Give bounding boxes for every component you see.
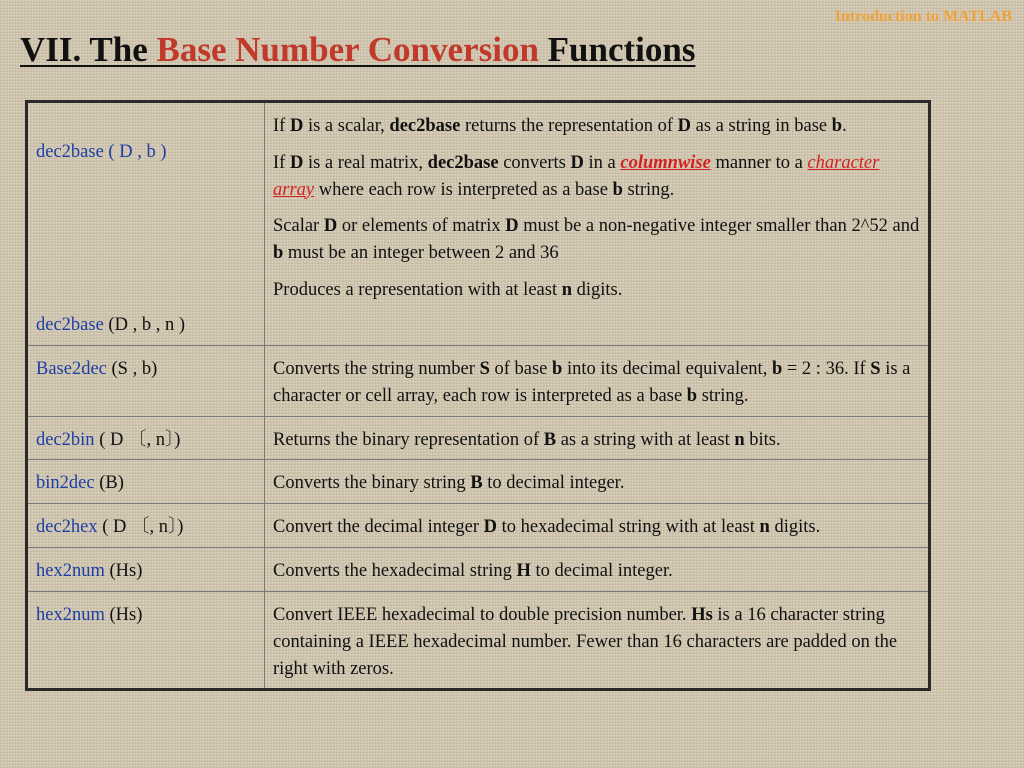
text-run: Converts the string number (273, 359, 480, 379)
text-run-bold: b (552, 359, 563, 379)
table-row (27, 102, 930, 346)
function-name: Base2dec (36, 359, 107, 379)
description-cell (265, 416, 930, 460)
table-row (27, 548, 930, 592)
slide-title (20, 30, 695, 70)
function-args: (S , b) (106, 359, 158, 379)
text-run: string. (622, 179, 675, 200)
description-paragraph (273, 277, 920, 304)
function-name: dec2bin (36, 429, 95, 450)
text-run: If (273, 116, 290, 136)
text-run: Converts the hexadecimal string (273, 561, 517, 582)
function-cell (27, 548, 265, 592)
text-run: If (273, 152, 290, 173)
text-run: Produces a representation with at least (273, 280, 562, 301)
text-run-bold: S (479, 359, 490, 379)
description-paragraph (273, 150, 920, 204)
text-run: is a character or cell array, each row is interpreted as a base (273, 359, 911, 406)
text-run-bold: D (677, 116, 691, 136)
text-run-bold: D (570, 152, 584, 173)
text-run-bold: D (483, 517, 497, 538)
text-run-bold: B (543, 429, 557, 450)
function-name: dec2base (36, 142, 104, 162)
text-run: returns the representation of (460, 116, 678, 136)
text-run-bold: b (686, 385, 698, 406)
text-run: to decimal integer. (530, 561, 673, 582)
function-args: (Hs) (104, 604, 143, 625)
text-run: or elements of matrix (337, 216, 506, 237)
text-run: as a string in base (691, 116, 832, 136)
text-run-bold: H (516, 561, 531, 582)
function-cell (27, 460, 265, 504)
text-run: is a real matrix, (303, 152, 428, 173)
function-args: (D , b , n ) (103, 315, 185, 336)
text-run: to decimal integer. (482, 473, 625, 494)
text-run: must be an integer between 2 and 36 (283, 243, 559, 264)
text-run: . (842, 116, 847, 136)
text-run: to hexadecimal string with at least (497, 517, 760, 538)
text-run: digits. (572, 280, 623, 301)
text-run-bold: D (505, 216, 519, 237)
function-cell (27, 346, 265, 417)
text-run: where each row is interpreted as a base (314, 179, 613, 200)
text-run: Converts the binary string (273, 473, 471, 494)
text-run-bold: b (273, 243, 284, 264)
text-run: must be a non-negative integer smaller than 2^52 and (518, 216, 920, 237)
function-name: hex2num (36, 561, 105, 582)
title-suffix: Functions (538, 30, 696, 69)
description-cell (265, 504, 930, 548)
table-row (27, 416, 930, 460)
text-run-bold: D (289, 116, 304, 136)
table-row (27, 346, 930, 417)
text-run: Convert IEEE hexadecimal to double precision number. (273, 604, 692, 625)
corner-caption: Introduction to MATLAB (834, 8, 1012, 25)
highlight-columnwise: columnwise (620, 152, 711, 173)
function-name: bin2dec (36, 473, 95, 494)
description-cell (265, 548, 930, 592)
function-signature (36, 139, 166, 166)
text-run: in a (583, 152, 621, 173)
table-row (27, 504, 930, 548)
function-args: ( D , b ) (103, 142, 167, 162)
function-args: (B) (94, 473, 124, 494)
text-run: converts (498, 152, 571, 173)
function-cell (27, 102, 265, 346)
function-name: hex2num (36, 604, 105, 625)
title-highlight: Base Number Conversion (156, 30, 539, 69)
text-run: of base (489, 359, 553, 379)
text-run: Convert the decimal integer (273, 517, 484, 538)
text-run: = 2 : 36. If (782, 359, 871, 379)
text-run-bold: dec2base (389, 116, 461, 136)
description-cell (265, 591, 930, 689)
text-run: is a scalar, (303, 116, 390, 136)
text-run-bold: b (831, 116, 843, 136)
highlight-character-array: character array (273, 152, 880, 200)
text-run-bold: n (561, 280, 573, 301)
description-cell (265, 102, 930, 346)
text-run: string. (697, 385, 749, 406)
table-row (27, 591, 930, 689)
function-args: (Hs) (104, 561, 143, 582)
text-run-bold: D (323, 216, 338, 237)
text-run-bold: n (759, 517, 770, 538)
function-args: ( D 〔, n〕) (97, 517, 184, 538)
table-row (27, 460, 930, 504)
function-name: dec2base (36, 315, 104, 336)
function-cell (27, 504, 265, 548)
function-cell (27, 591, 265, 689)
text-run: manner to a (710, 152, 808, 173)
text-run-bold: Hs (691, 604, 713, 625)
description-paragraph (273, 113, 920, 140)
text-run-bold: b (612, 179, 623, 200)
text-run: digits. (769, 517, 821, 538)
text-run-bold: S (870, 359, 881, 379)
text-run-bold: D (289, 152, 304, 173)
description-cell (265, 346, 930, 417)
function-cell (27, 416, 265, 460)
function-name: dec2hex (36, 517, 98, 538)
function-signature (36, 312, 185, 339)
functions-table (25, 100, 931, 691)
text-run: is a 16 character string containing a IEEE hexadecimal number. Fewer than 16 characters are padded on the right with zeros. (273, 604, 898, 679)
text-run: bits. (744, 429, 781, 450)
text-run: Returns the binary representation of (273, 429, 544, 450)
text-run: as a string with at least (556, 429, 735, 450)
text-run-bold: dec2base (427, 152, 499, 173)
function-args: ( D 〔, n〕) (94, 429, 181, 450)
description-cell (265, 460, 930, 504)
title-prefix: VII. The (20, 30, 157, 69)
text-run-bold: B (470, 473, 483, 494)
text-run-bold: n (734, 429, 745, 450)
text-run: into its decimal equivalent, (562, 359, 772, 379)
text-run-bold: b (771, 359, 783, 379)
description-paragraph (273, 213, 920, 267)
text-run: Scalar (273, 216, 324, 237)
